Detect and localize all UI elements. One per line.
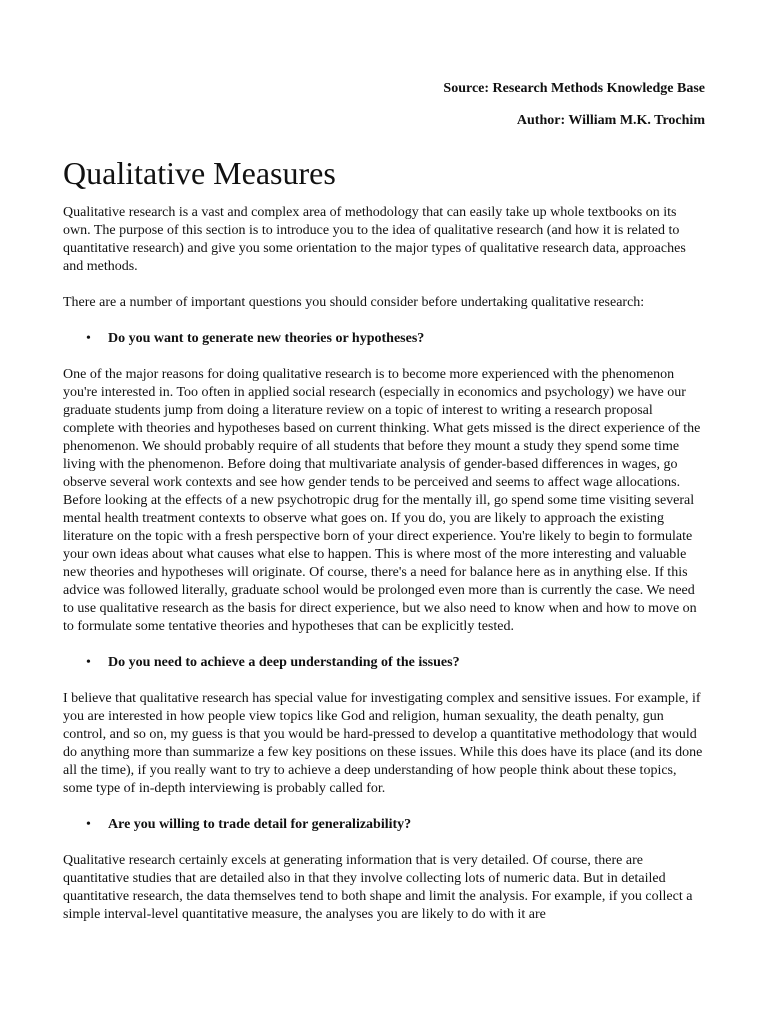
question-item (86, 330, 705, 348)
question-text: Do you need to achieve a deep understanding of the issues? (108, 655, 460, 670)
author-line: Author: William M.K. Trochim (516, 113, 705, 128)
answer-paragraph: I believe that qualitative research has special value for investigating complex and sensitive issues. For example, if you are interested in how people view topics like God and religion, human sexuality, the death penalty, gun control, and so on, my guess is that you would be hard-pressed to develop a quantitative methodology that would do anything more than summarize a few key positions on these issues. While this does have its place (and its done all the time), if you really want to try to achieve a deep understanding of how people think about these topics, some type of in-depth interviewing is probably called for. (63, 691, 703, 796)
question-item (86, 816, 705, 834)
question-list-3 (63, 816, 705, 834)
answer-paragraph: One of the major reasons for doing qualitative research is to become more experienced with the phenomenon you're interested in. Too often in applied social research (especially in economics and psychology) we have our graduate students jump from doing a literature review on a topic of interest to writing a research proposal complete with theories and hypotheses based on current thinking. What gets missed is the direct experience of the phenomenon. We should probably require of all students that before they mount a study they spend some time living with the phenomenon. Before doing that multivariate analysis of gender-based differences in wages, go observe several work contexts and see how gender tends to be perceived and seems to affect wage allocations. Before looking at the effects of a new psychotropic drug for the mentally ill, go spend some time visiting several mental health treatment contexts to observe what goes on. If you do, you are likely to approach the existing literature on the topic with a fresh perspective born of your direct experience. You're likely to begin to formulate your own ideas about what causes what else to happen. This is where most of the more interesting and valuable new theories and hypotheses will originate. Of course, there's a need for balance here as in anything else. If this advice was followed literally, graduate school would be prolonged even more than is currently the case. We need to use qualitative research as the basis for direct experience, but we also need to know when and how to move on to formulate some tentative theories and hypotheses that can be explicitly tested. (63, 367, 701, 634)
question-text: Do you want to generate new theories or hypotheses? (108, 331, 425, 346)
answer-paragraph: Qualitative research certainly excels at generating information that is very detailed. Of course, there are quantitative studies that are detailed also in that they involve collecting lots of numeric data. But in detailed quantitative research, the data themselves tend to both shape and limit the analysis. For example, if you collect a simple interval-level quantitative measure, the analyses you are likely to do with it are (63, 853, 693, 922)
bullet-icon: • (86, 655, 91, 670)
question-list-1 (63, 330, 705, 348)
source-line: Source: Research Methods Knowledge Base (443, 81, 705, 96)
page-title: Qualitative Measures (63, 155, 336, 191)
bullet-icon: • (86, 817, 91, 832)
question-list-2 (63, 654, 705, 672)
bullet-icon: • (86, 331, 91, 346)
question-text: Are you willing to trade detail for generalizability? (108, 817, 412, 832)
intro-paragraph: Qualitative research is a vast and complex area of methodology that can easily take up whole textbooks on its own. The purpose of this section is to introduce you to the idea of qualitative research (and how it is related to quantitative research) and give you some orientation to the major types of qualitative research data, approaches and methods. (63, 205, 686, 274)
question-item (86, 654, 705, 672)
lead-paragraph: There are a number of important questions you should consider before undertaking qualitative research: (63, 295, 645, 310)
